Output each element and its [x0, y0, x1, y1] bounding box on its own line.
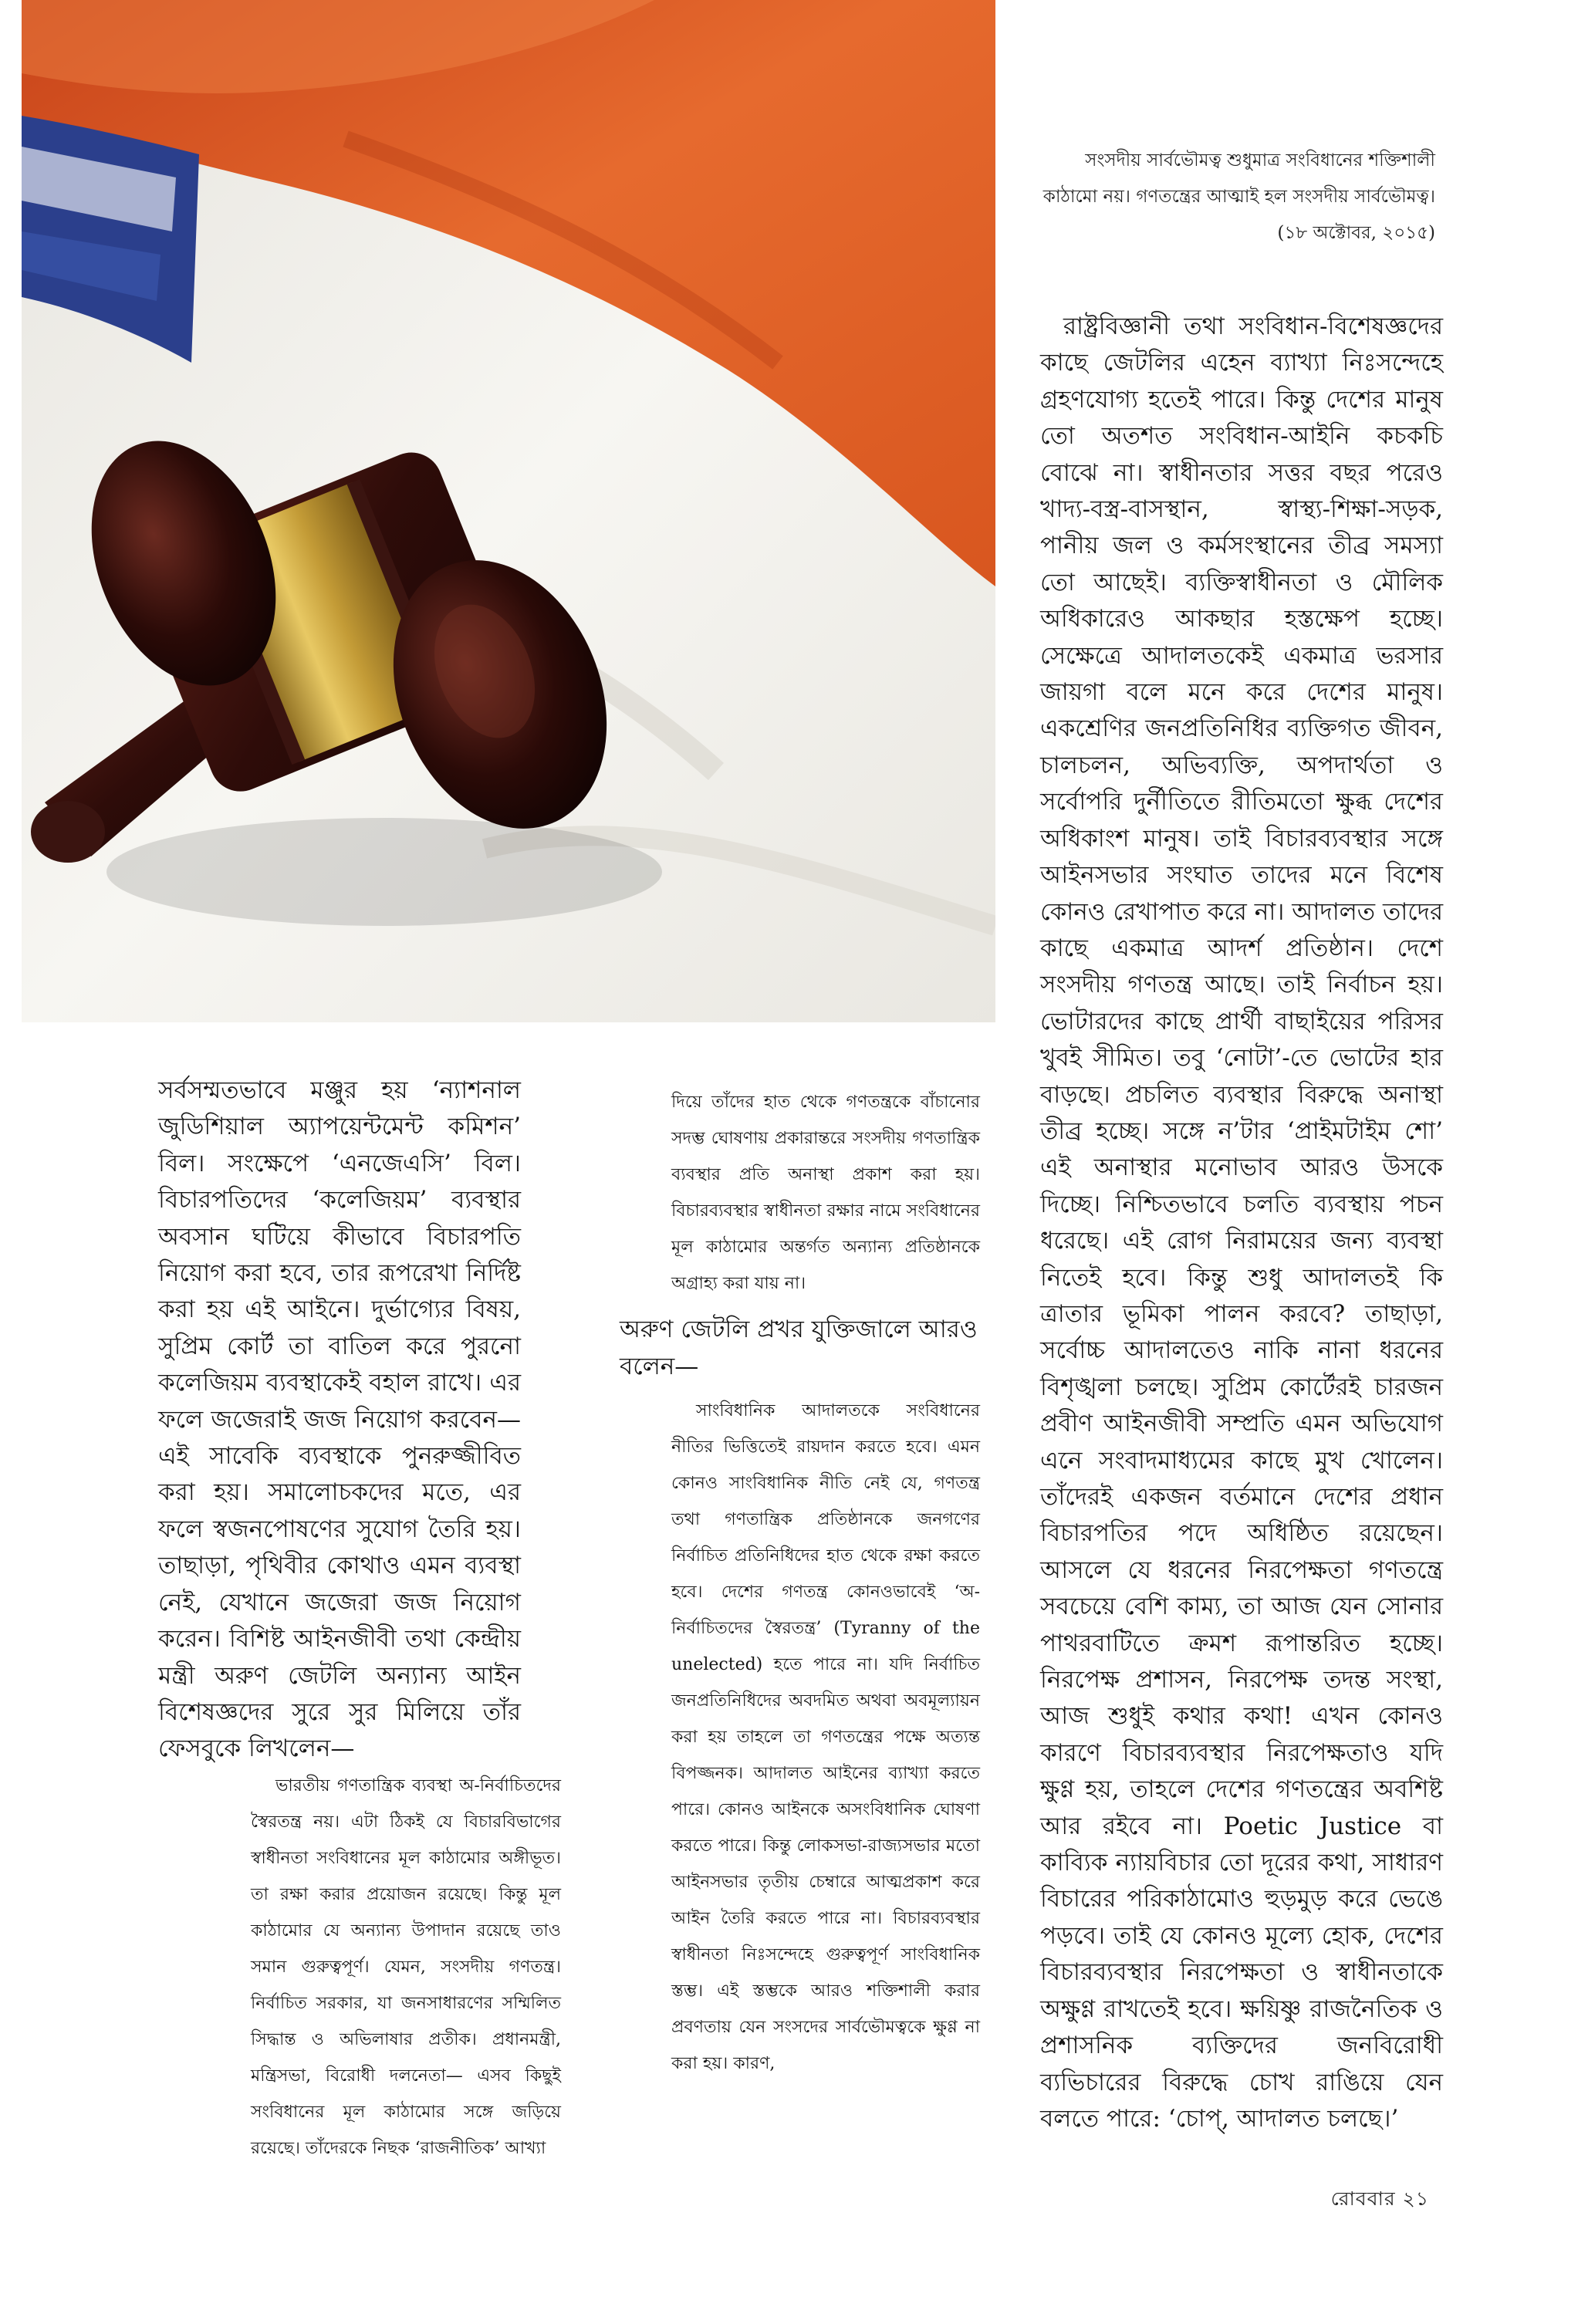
- gavel-icon: [22, 0, 995, 1022]
- left-column: [158, 1072, 561, 2167]
- jaitley-quote-continued: দিয়ে তাঁদের হাত থেকে গণতন্ত্রকে বাঁচানোর সদম্ভ ঘোষণায় প্রকারান্তরে সংসদীয় গণতান্ত্রিক ব্যবস্থার প্রতি অনাস্থা প্রকাশ করা হয়। বিচারব্যবস্থার স্বাধীনতা রক্ষার নামে সংবিধানের মূল কাঠামোর অন্তর্গত অন্যান্য প্রতিষ্ঠানকে অগ্রাহ্য করা যায় না।: [671, 1093, 980, 1293]
- pull-quote-text: সংসদীয় সার্বভৌমত্ব শুধুমাত্র সংবিধানের শক্তিশালী কাঠামো নয়। গণতন্ত্রের আত্মাই হল সংসদীয় সার্বভৌমত্ব।: [1042, 150, 1435, 207]
- right-column: [1040, 309, 1443, 2137]
- lead-in-text: অরুণ জেটলি প্রখর যুক্তিজালে আরও বলেন—: [620, 1316, 978, 1380]
- pull-quote: [1034, 143, 1435, 252]
- right-column-paragraph: রাষ্ট্রবিজ্ঞানী তথা সংবিধান-বিশেষজ্ঞদের কাছে জেটলির এহেন ব্যাখ্যা নিঃসন্দেহে গ্রহণযোগ্য হতেই পারে। কিন্তু দেশের মানুষ তো অতশত সংবিধান-আইনি কচকচি বোঝে না। স্বাধীনতার সত্তর বছর পরেও খাদ্য-বস্ত্র-বাসস্থান, স্বাস্থ্য-শিক্ষা-সড়ক, পানীয় জল ও কর্মসংস্থানের তীব্র সমস্যা তো আছেই। ব্যক্তিস্বাধীনতা ও মৌলিক অধিকারেও আকছার হস্তক্ষেপ হচ্ছে। সেক্ষেত্রে আদালতকেই একমাত্র ভরসার জায়গা বলে মনে করে দেশের মানুষ। একশ্রেণির জনপ্রতিনিধির ব্যক্তিগত জীবন, চালচলন, অভিব্যক্তি, অপদার্থতা ও সর্বোপরি দুর্নীতিতে রীতিমতো ক্ষুব্ধ দেশের অধিকাংশ মানুষ। তাই বিচারব্যবস্থার সঙ্গে আইনসভার সংঘাত তাদের মনে বিশেষ কোনও রেখাপাত করে না। আদালত তাদের কাছে একমাত্র আদর্শ প্রতিষ্ঠান। দেশে সংসদীয় গণতন্ত্র আছে। তাই নির্বাচন হয়। ভোটারদের কাছে প্রার্থী বাছাইয়ের পরিসর খুবই সীমিত। তবু ‘নোটা’-তে ভোটের হার বাড়ছে। প্রচলিত ব্যবস্থার বিরুদ্ধে অনাস্থা তীব্র হচ্ছে। সঙ্গে ন’টার ‘প্রাইমটাইম শো’ এই অনাস্থার মনোভাব আরও উসকে দিচ্ছে। নিশ্চিতভাবে চলতি ব্যবস্থায় পচন ধরেছে। এই রোগ নিরাময়ের জন্য ব্যবস্থা নিতেই হবে। কিন্তু শুধু আদালতই কি ত্রাতার ভূমিকা পালন করবে? তাছাড়া, সর্বোচ্চ আদালতেও নাকি নানা ধরনের বিশৃঙ্খলা চলছে। সুপ্রিম কোর্টেরই চারজন প্রবীণ আইনজীবী সম্প্রতি এমন অভিযোগ এনে সংবাদমাধ্যমের কাছে মুখ খোলেন। তাঁদেরই একজন বর্তমানে দেশের প্রধান বিচারপতির পদে অধিষ্ঠিত রয়েছেন। আসলে যে ধরনের নিরপেক্ষতা গণতন্ত্রে সবচেয়ে বেশি কাম্য, তা আজ যেন সোনার পাথরবাটিতে ক্রমশ রূপান্তরিত হচ্ছে। নিরপেক্ষ প্রশাসন, নিরপেক্ষ তদন্ত সংস্থা, আজ শুধুই কথার কথা! এখন কোনও কারণে বিচারব্যবস্থার নিরপেক্ষতাও যদি ক্ষুণ্ণ হয়, তাহলে দেশের গণতন্ত্রের অবশিষ্ট আর রইবে না। Poetic Justice বা কাব্যিক ন্যায়বিচার তো দূরের কথা, সাধারণ বিচারের পরিকাঠামোও হুড়মুড় করে ভেঙে পড়বে। তাই যে কোনও মূল্যে হোক, দেশের বিচারব্যবস্থার নিরপেক্ষতা ও স্বাধীনতাকে অক্ষুণ্ণ রাখতেই হবে। ক্ষয়িষ্ণু রাজনৈতিক ও প্রশাসনিক ব্যক্তিদের জনবিরোধী ব্যভিচারের বিরুদ্ধে চোখ রাঙিয়ে যেন বলতে পারে: ‘চোপ্, আদালত চলছে।’: [1040, 312, 1443, 2133]
- jaitley-second-quote: সাংবিধানিক আদালতকে সংবিধানের নীতির ভিত্তিতেই রায়দান করতে হবে। এমন কোনও সাংবিধানিক নীতি নেই যে, গণতন্ত্র তথা গণতান্ত্রিক প্রতিষ্ঠানকে জনগণের নির্বাচিত প্রতিনিধিদের হাত থেকে রক্ষা করতে হবে। দেশের গণতন্ত্র কোনওভাবেই ‘অ-নির্বাচিতদের স্বৈরতন্ত্র’ (Tyranny of the unelected) হতে পারে না। যদি নির্বাচিত জনপ্রতিনিধিদের অবদমিত অথবা অবমূল্যায়ন করা হয় তাহলে তা গণতন্ত্রের পক্ষে অত্যন্ত বিপজ্জনক। আদালত আইনের ব্যাখ্যা করতে পারে। কোনও আইনকে অসংবিধানিক ঘোষণা করতে পারে। কিন্তু লোকসভা-রাজ্যসভার মতো আইনসভার তৃতীয় চেম্বারে আত্মপ্রকাশ করে আইন তৈরি করতে পারে না। বিচারব্যবস্থার স্বাধীনতা নিঃসন্দেহে গুরুত্বপূর্ণ সাংবিধানিক স্তম্ভ। এই স্তম্ভকে আরও শক্তিশালী করার প্রবণতায় যেন সংসদের সার্বভৌমত্বকে ক্ষুণ্ণ না করা হয়। কারণ,: [671, 1401, 980, 2073]
- pull-quote-date: (১৮ অক্টোবর, ২০১৫): [1277, 223, 1435, 243]
- left-column-paragraph: সর্বসম্মতভাবে মঞ্জুর হয় ‘ন্যাশনাল জুডিশিয়াল অ্যাপয়েন্টমেন্ট কমিশন’ বিল। সংক্ষেপে ‘এনজেএসি’ বিল। বিচারপতিদের ‘কলেজিয়ম’ ব্যবস্থার অবসান ঘটিয়ে কীভাবে বিচারপতি নিয়োগ করা হবে, তার রূপরেখা নির্দিষ্ট করা হয় এই আইনে। দুর্ভাগ্যের বিষয়, সুপ্রিম কোর্ট তা বাতিল করে পুরনো কলেজিয়ম ব্যবস্থাকেই বহাল রাখে। এর ফলে জজেরাই জজ নিয়োগ করবেন— এই সাবেকি ব্যবস্থাকে পুনরুজ্জীবিত করা হয়। সমালোচকদের মতে, এর ফলে স্বজনপোষণের সুযোগ তৈরি হয়। তাছাড়া, পৃথিবীর কোথাও এমন ব্যবস্থা নেই, যেখানে জজেরা জজ নিয়োগ করেন। বিশিষ্ট আইনজীবী তথা কেন্দ্রীয় মন্ত্রী অরুণ জেটলি অন্যান্য আইন বিশেষজ্ঞদের সুরে সুর মিলিয়ে তাঁর ফেসবুকে লিখলেন—: [158, 1076, 521, 1763]
- gavel-photo: [22, 0, 995, 1022]
- jaitley-quote: ভারতীয় গণতান্ত্রিক ব্যবস্থা অ-নির্বাচিতদের স্বৈরতন্ত্র নয়। এটা ঠিকই যে বিচারবিভাগের স্বাধীনতা সংবিধানের মূল কাঠামোর অঙ্গীভূত। তা রক্ষা করার প্রয়োজন রয়েছে। কিন্তু মূল কাঠামোর যে অন্যান্য উপাদান রয়েছে তাও সমান গুরুত্বপূর্ণ। যেমন, সংসদীয় গণতন্ত্র। নির্বাচিত সরকার, যা জনসাধারণের সম্মিলিত সিদ্ধান্ত ও অভিলাষার প্রতীক। প্রধানমন্ত্রী, মন্ত্রিসভা, বিরোধী দলনেতা— এসব কিছুই সংবিধানের মূল কাঠামোর সঙ্গে জড়িয়ে রয়েছে। তাঁদেরকে নিছক ‘রাজনীতিক’ আখ্যা: [251, 1775, 561, 2158]
- page-footer: রোববার ২১: [1330, 2187, 1429, 2210]
- middle-column: [598, 1084, 999, 2082]
